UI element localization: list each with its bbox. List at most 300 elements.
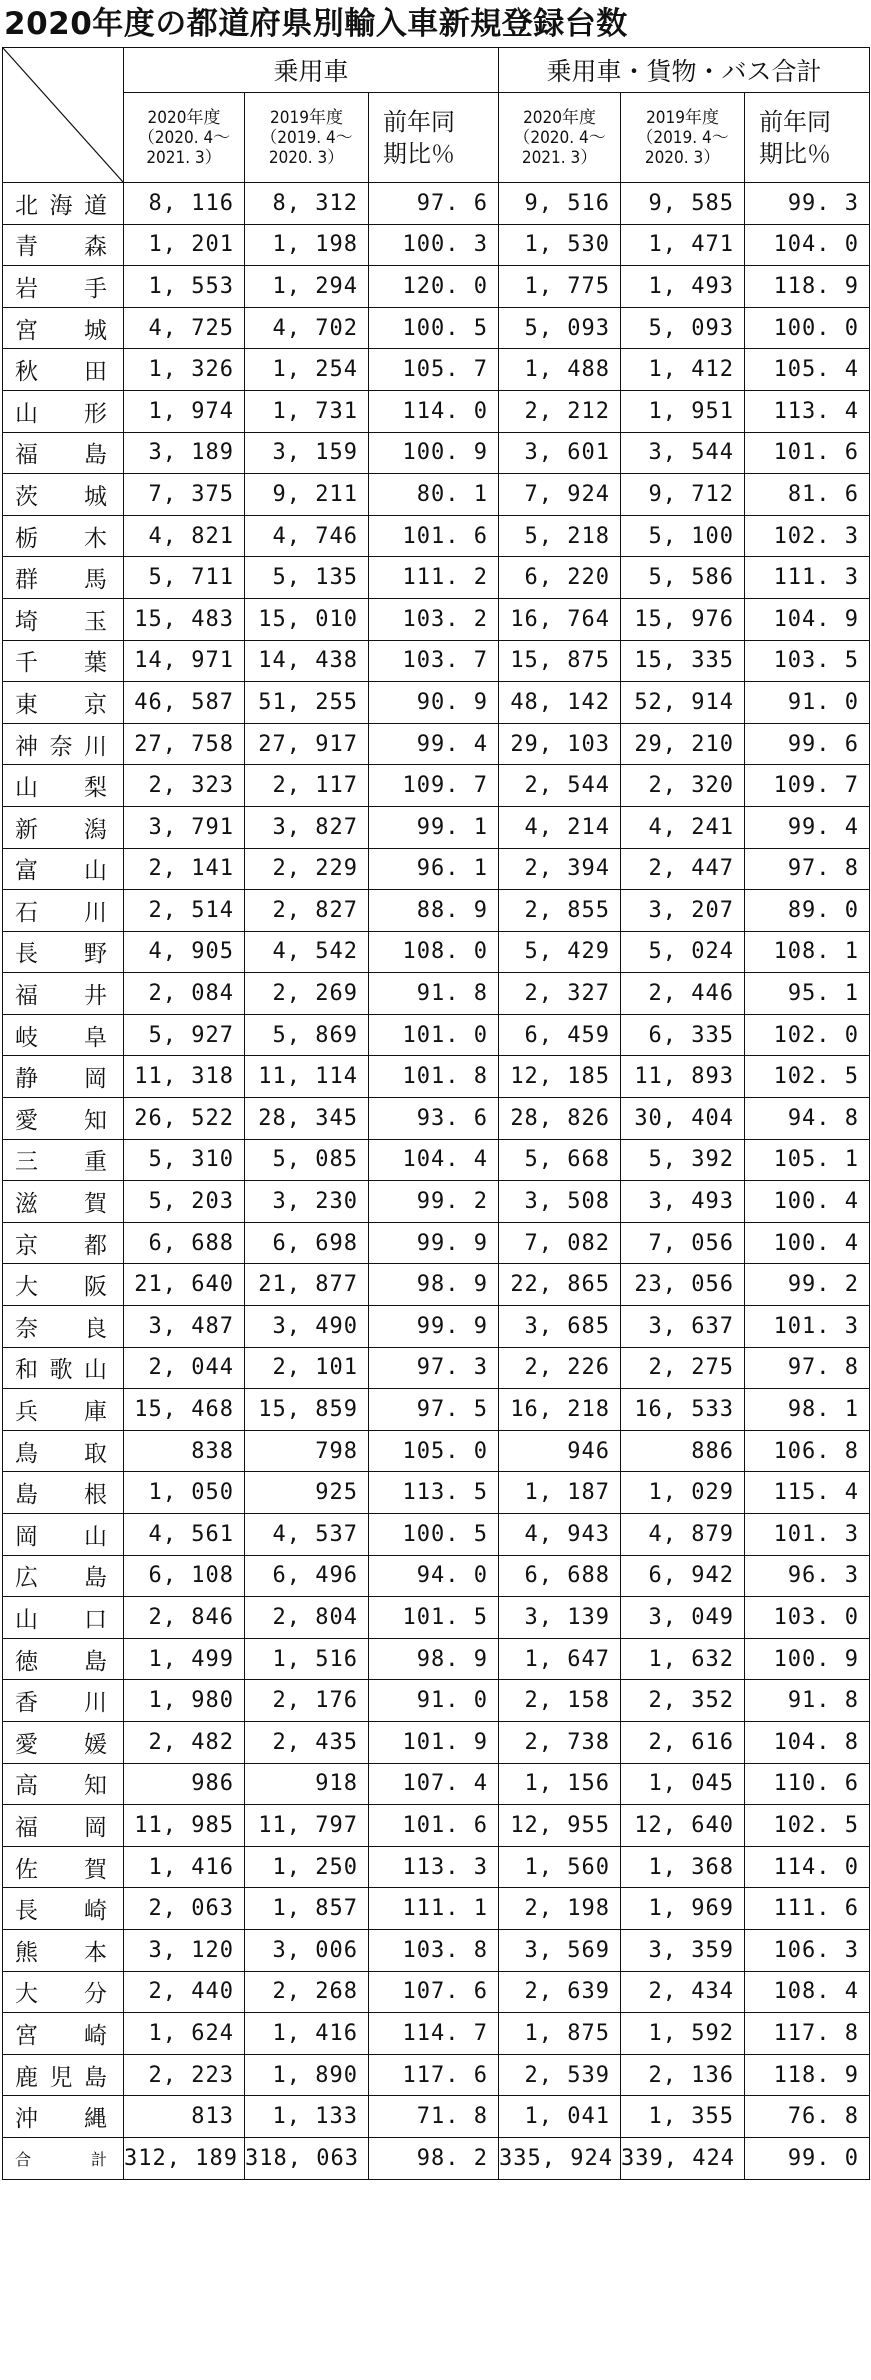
table-row bbox=[3, 1472, 870, 1514]
prefecture-name: 愛 知 bbox=[3, 1098, 124, 1140]
prefecture-name: 秋 田 bbox=[3, 349, 124, 391]
passenger-yoy-cell: 109. 7 bbox=[369, 765, 499, 807]
prefecture-name: 青 森 bbox=[3, 224, 124, 266]
prefecture-name: 石 川 bbox=[3, 890, 124, 932]
all-2020-cell: 5, 668 bbox=[499, 1139, 621, 1181]
prefecture-name: 福 岡 bbox=[3, 1805, 124, 1847]
table-row bbox=[3, 1389, 870, 1431]
prefecture-name: 鳥 取 bbox=[3, 1430, 124, 1472]
all-2019-cell: 1, 632 bbox=[621, 1638, 745, 1680]
all-yoy-cell: 109. 7 bbox=[745, 765, 870, 807]
all-yoy-cell: 100. 4 bbox=[745, 1222, 870, 1264]
all-2019-cell: 1, 592 bbox=[621, 2013, 745, 2055]
all-2020-cell: 7, 082 bbox=[499, 1222, 621, 1264]
prefecture-name: 愛 媛 bbox=[3, 1721, 124, 1763]
passenger-yoy-cell: 88. 9 bbox=[369, 890, 499, 932]
table-row bbox=[3, 806, 870, 848]
all-2020-cell: 12, 185 bbox=[499, 1056, 621, 1098]
all-2020-cell: 1, 488 bbox=[499, 349, 621, 391]
table-row bbox=[3, 349, 870, 391]
prefecture-name: 神奈川 bbox=[3, 723, 124, 765]
all-yoy-cell: 110. 6 bbox=[745, 1763, 870, 1805]
all-2019-cell: 2, 446 bbox=[621, 973, 745, 1015]
all-2020-cell: 1, 647 bbox=[499, 1638, 621, 1680]
table-row bbox=[3, 1763, 870, 1805]
all-2020-cell: 2, 198 bbox=[499, 1888, 621, 1930]
passenger-yoy-cell: 105. 0 bbox=[369, 1430, 499, 1472]
prefecture-name: 岐 阜 bbox=[3, 1014, 124, 1056]
passenger-yoy-cell: 107. 4 bbox=[369, 1763, 499, 1805]
all-yoy-cell: 91. 0 bbox=[745, 682, 870, 724]
passenger-yoy-cell: 103. 7 bbox=[369, 640, 499, 682]
all-yoy-cell: 89. 0 bbox=[745, 890, 870, 932]
passenger-2020-cell: 3, 487 bbox=[124, 1306, 245, 1348]
all-yoy-cell: 111. 6 bbox=[745, 1888, 870, 1930]
passenger-2019-cell: 1, 516 bbox=[245, 1638, 369, 1680]
column-header-yoy: 前年同 期比％ bbox=[745, 93, 870, 183]
prefecture-name: 大 阪 bbox=[3, 1264, 124, 1306]
prefecture-name: 徳 島 bbox=[3, 1638, 124, 1680]
all-yoy-cell: 91. 8 bbox=[745, 1680, 870, 1722]
passenger-2019-cell: 1, 857 bbox=[245, 1888, 369, 1930]
all-yoy-cell: 101. 3 bbox=[745, 1514, 870, 1556]
passenger-2019-cell: 5, 869 bbox=[245, 1014, 369, 1056]
passenger-yoy-cell: 99. 9 bbox=[369, 1222, 499, 1264]
passenger-2019-cell: 1, 250 bbox=[245, 1846, 369, 1888]
all-2019-cell: 4, 241 bbox=[621, 806, 745, 848]
all-2019-cell: 1, 471 bbox=[621, 224, 745, 266]
all-2020-cell: 946 bbox=[499, 1430, 621, 1472]
all-2020-cell: 3, 685 bbox=[499, 1306, 621, 1348]
passenger-2019-cell: 28, 345 bbox=[245, 1098, 369, 1140]
all-yoy-cell: 118. 9 bbox=[745, 266, 870, 308]
all-2020-cell: 29, 103 bbox=[499, 723, 621, 765]
all-2020-cell: 2, 226 bbox=[499, 1347, 621, 1389]
all-yoy-cell: 94. 8 bbox=[745, 1098, 870, 1140]
passenger-yoy-cell: 91. 8 bbox=[369, 973, 499, 1015]
passenger-2019-cell: 925 bbox=[245, 1472, 369, 1514]
passenger-2020-cell: 986 bbox=[124, 1763, 245, 1805]
all-2020-cell: 6, 220 bbox=[499, 557, 621, 599]
all-2019-cell: 3, 637 bbox=[621, 1306, 745, 1348]
all-yoy-cell: 99. 6 bbox=[745, 723, 870, 765]
prefecture-name: 長 野 bbox=[3, 931, 124, 973]
all-2019-cell: 886 bbox=[621, 1430, 745, 1472]
all-2019-cell: 9, 585 bbox=[621, 183, 745, 225]
all-2019-cell: 5, 024 bbox=[621, 931, 745, 973]
all-2019-cell: 1, 951 bbox=[621, 390, 745, 432]
passenger-2019-cell: 5, 135 bbox=[245, 557, 369, 599]
passenger-yoy-cell: 101. 5 bbox=[369, 1597, 499, 1639]
all-yoy-cell: 105. 4 bbox=[745, 349, 870, 391]
all-yoy-cell: 102. 0 bbox=[745, 1014, 870, 1056]
table-row bbox=[3, 1098, 870, 1140]
header-corner-cell bbox=[3, 48, 124, 183]
all-yoy-cell: 103. 0 bbox=[745, 1597, 870, 1639]
all-2020-cell: 4, 214 bbox=[499, 806, 621, 848]
passenger-2020-cell: 11, 318 bbox=[124, 1056, 245, 1098]
passenger-2019-cell: 2, 269 bbox=[245, 973, 369, 1015]
passenger-2019-cell: 15, 010 bbox=[245, 598, 369, 640]
passenger-2020-cell: 4, 561 bbox=[124, 1514, 245, 1556]
registration-table bbox=[2, 47, 870, 2180]
prefecture-name: 岡 山 bbox=[3, 1514, 124, 1556]
table-row bbox=[3, 1680, 870, 1722]
passenger-2020-cell: 2, 141 bbox=[124, 848, 245, 890]
passenger-2019-cell: 1, 133 bbox=[245, 2096, 369, 2138]
prefecture-name: 佐 賀 bbox=[3, 1846, 124, 1888]
table-row bbox=[3, 973, 870, 1015]
table-row bbox=[3, 1347, 870, 1389]
prefecture-name: 山 梨 bbox=[3, 765, 124, 807]
passenger-yoy-cell: 101. 8 bbox=[369, 1056, 499, 1098]
table-row bbox=[3, 515, 870, 557]
all-2019-cell: 30, 404 bbox=[621, 1098, 745, 1140]
all-2019-cell: 2, 320 bbox=[621, 765, 745, 807]
table-row bbox=[3, 1430, 870, 1472]
all-yoy-cell: 108. 1 bbox=[745, 931, 870, 973]
passenger-2020-cell: 2, 846 bbox=[124, 1597, 245, 1639]
passenger-yoy-cell: 117. 6 bbox=[369, 2054, 499, 2096]
passenger-yoy-cell: 100. 5 bbox=[369, 307, 499, 349]
passenger-yoy-cell: 101. 9 bbox=[369, 1721, 499, 1763]
all-2020-cell: 3, 508 bbox=[499, 1181, 621, 1223]
all-2020-cell: 6, 688 bbox=[499, 1555, 621, 1597]
passenger-2019-cell: 14, 438 bbox=[245, 640, 369, 682]
all-2020-cell: 16, 764 bbox=[499, 598, 621, 640]
passenger-2019-cell: 1, 731 bbox=[245, 390, 369, 432]
table-row bbox=[3, 682, 870, 724]
all-2020-cell: 5, 429 bbox=[499, 931, 621, 973]
passenger-yoy-cell: 96. 1 bbox=[369, 848, 499, 890]
all-2019-cell: 1, 493 bbox=[621, 266, 745, 308]
prefecture-name: 宮 崎 bbox=[3, 2013, 124, 2055]
column-header-fy2020: 2020年度 （2020. 4～ 2021. 3） bbox=[499, 93, 621, 183]
all-2019-cell: 2, 275 bbox=[621, 1347, 745, 1389]
passenger-2019-cell: 6, 496 bbox=[245, 1555, 369, 1597]
passenger-2019-cell: 1, 198 bbox=[245, 224, 369, 266]
passenger-yoy-cell: 103. 2 bbox=[369, 598, 499, 640]
passenger-2020-cell: 2, 063 bbox=[124, 1888, 245, 1930]
total-cell: 318, 063 bbox=[245, 2137, 369, 2179]
all-2020-cell: 6, 459 bbox=[499, 1014, 621, 1056]
all-2019-cell: 3, 207 bbox=[621, 890, 745, 932]
table-row bbox=[3, 2013, 870, 2055]
all-2020-cell: 12, 955 bbox=[499, 1805, 621, 1847]
all-yoy-cell: 101. 3 bbox=[745, 1306, 870, 1348]
all-2020-cell: 1, 775 bbox=[499, 266, 621, 308]
prefecture-name: 北海道 bbox=[3, 183, 124, 225]
all-yoy-cell: 101. 6 bbox=[745, 432, 870, 474]
all-2020-cell: 3, 139 bbox=[499, 1597, 621, 1639]
prefecture-name: 栃 木 bbox=[3, 515, 124, 557]
passenger-2020-cell: 7, 375 bbox=[124, 474, 245, 516]
prefecture-name: 島 根 bbox=[3, 1472, 124, 1514]
all-2019-cell: 1, 355 bbox=[621, 2096, 745, 2138]
all-2020-cell: 2, 639 bbox=[499, 1971, 621, 2013]
passenger-2020-cell: 1, 980 bbox=[124, 1680, 245, 1722]
passenger-2020-cell: 26, 522 bbox=[124, 1098, 245, 1140]
all-yoy-cell: 102. 5 bbox=[745, 1056, 870, 1098]
all-2020-cell: 2, 544 bbox=[499, 765, 621, 807]
passenger-2020-cell: 1, 499 bbox=[124, 1638, 245, 1680]
table-row bbox=[3, 1306, 870, 1348]
table-row bbox=[3, 1555, 870, 1597]
all-2019-cell: 11, 893 bbox=[621, 1056, 745, 1098]
all-2019-cell: 6, 942 bbox=[621, 1555, 745, 1597]
table-row bbox=[3, 2096, 870, 2138]
all-2019-cell: 7, 056 bbox=[621, 1222, 745, 1264]
prefecture-name: 福 井 bbox=[3, 973, 124, 1015]
all-2020-cell: 28, 826 bbox=[499, 1098, 621, 1140]
all-2020-cell: 3, 569 bbox=[499, 1929, 621, 1971]
passenger-2019-cell: 9, 211 bbox=[245, 474, 369, 516]
passenger-2019-cell: 15, 859 bbox=[245, 1389, 369, 1431]
all-2020-cell: 2, 212 bbox=[499, 390, 621, 432]
all-2019-cell: 3, 049 bbox=[621, 1597, 745, 1639]
passenger-2020-cell: 6, 688 bbox=[124, 1222, 245, 1264]
passenger-2020-cell: 1, 416 bbox=[124, 1846, 245, 1888]
passenger-2020-cell: 21, 640 bbox=[124, 1264, 245, 1306]
all-2019-cell: 5, 100 bbox=[621, 515, 745, 557]
all-2019-cell: 5, 093 bbox=[621, 307, 745, 349]
all-2019-cell: 1, 368 bbox=[621, 1846, 745, 1888]
all-yoy-cell: 81. 6 bbox=[745, 474, 870, 516]
passenger-yoy-cell: 93. 6 bbox=[369, 1098, 499, 1140]
all-2019-cell: 9, 712 bbox=[621, 474, 745, 516]
table-row bbox=[3, 1014, 870, 1056]
passenger-2020-cell: 15, 483 bbox=[124, 598, 245, 640]
total-cell: 339, 424 bbox=[621, 2137, 745, 2179]
passenger-2019-cell: 11, 114 bbox=[245, 1056, 369, 1098]
passenger-2019-cell: 2, 176 bbox=[245, 1680, 369, 1722]
all-yoy-cell: 100. 4 bbox=[745, 1181, 870, 1223]
prefecture-name: 京 都 bbox=[3, 1222, 124, 1264]
table-row bbox=[3, 2054, 870, 2096]
all-2020-cell: 1, 156 bbox=[499, 1763, 621, 1805]
table-row bbox=[3, 931, 870, 973]
all-2020-cell: 4, 943 bbox=[499, 1514, 621, 1556]
passenger-yoy-cell: 114. 0 bbox=[369, 390, 499, 432]
table-row bbox=[3, 1805, 870, 1847]
all-2020-cell: 1, 560 bbox=[499, 1846, 621, 1888]
passenger-2020-cell: 5, 927 bbox=[124, 1014, 245, 1056]
group-header-all-vehicles: 乗用車・貨物・バス合計 bbox=[499, 48, 870, 93]
all-2019-cell: 2, 352 bbox=[621, 1680, 745, 1722]
passenger-2020-cell: 1, 326 bbox=[124, 349, 245, 391]
all-2020-cell: 2, 158 bbox=[499, 1680, 621, 1722]
passenger-2020-cell: 14, 971 bbox=[124, 640, 245, 682]
table-row bbox=[3, 557, 870, 599]
passenger-2019-cell: 8, 312 bbox=[245, 183, 369, 225]
passenger-yoy-cell: 90. 9 bbox=[369, 682, 499, 724]
passenger-2019-cell: 4, 746 bbox=[245, 515, 369, 557]
passenger-yoy-cell: 99. 1 bbox=[369, 806, 499, 848]
passenger-2019-cell: 2, 117 bbox=[245, 765, 369, 807]
prefecture-name: 宮 城 bbox=[3, 307, 124, 349]
prefecture-name: 茨 城 bbox=[3, 474, 124, 516]
prefecture-name: 山 口 bbox=[3, 1597, 124, 1639]
passenger-2019-cell: 2, 101 bbox=[245, 1347, 369, 1389]
passenger-2019-cell: 1, 254 bbox=[245, 349, 369, 391]
total-cell: 99. 0 bbox=[745, 2137, 870, 2179]
passenger-yoy-cell: 111. 2 bbox=[369, 557, 499, 599]
table-body bbox=[3, 183, 870, 2138]
prefecture-name: 埼 玉 bbox=[3, 598, 124, 640]
all-yoy-cell: 102. 3 bbox=[745, 515, 870, 557]
all-2019-cell: 15, 335 bbox=[621, 640, 745, 682]
passenger-2019-cell: 4, 537 bbox=[245, 1514, 369, 1556]
column-header-yoy: 前年同 期比％ bbox=[369, 93, 499, 183]
all-2019-cell: 2, 136 bbox=[621, 2054, 745, 2096]
all-yoy-cell: 104. 9 bbox=[745, 598, 870, 640]
all-2020-cell: 48, 142 bbox=[499, 682, 621, 724]
all-2020-cell: 5, 218 bbox=[499, 515, 621, 557]
prefecture-name: 広 島 bbox=[3, 1555, 124, 1597]
all-2019-cell: 15, 976 bbox=[621, 598, 745, 640]
passenger-yoy-cell: 80. 1 bbox=[369, 474, 499, 516]
all-yoy-cell: 96. 3 bbox=[745, 1555, 870, 1597]
all-yoy-cell: 97. 8 bbox=[745, 1347, 870, 1389]
all-yoy-cell: 99. 2 bbox=[745, 1264, 870, 1306]
all-2020-cell: 22, 865 bbox=[499, 1264, 621, 1306]
passenger-2020-cell: 8, 116 bbox=[124, 183, 245, 225]
all-2020-cell: 2, 738 bbox=[499, 1721, 621, 1763]
passenger-yoy-cell: 99. 9 bbox=[369, 1306, 499, 1348]
passenger-2019-cell: 3, 827 bbox=[245, 806, 369, 848]
passenger-2019-cell: 2, 229 bbox=[245, 848, 369, 890]
all-2019-cell: 1, 029 bbox=[621, 1472, 745, 1514]
prefecture-name: 沖 縄 bbox=[3, 2096, 124, 2138]
table-row bbox=[3, 848, 870, 890]
prefecture-name: 静 岡 bbox=[3, 1056, 124, 1098]
prefecture-name: 千 葉 bbox=[3, 640, 124, 682]
prefecture-name: 富 山 bbox=[3, 848, 124, 890]
all-2019-cell: 3, 493 bbox=[621, 1181, 745, 1223]
table-row bbox=[3, 390, 870, 432]
passenger-2020-cell: 11, 985 bbox=[124, 1805, 245, 1847]
all-2020-cell: 2, 539 bbox=[499, 2054, 621, 2096]
passenger-yoy-cell: 104. 4 bbox=[369, 1139, 499, 1181]
passenger-2019-cell: 5, 085 bbox=[245, 1139, 369, 1181]
table-row bbox=[3, 1139, 870, 1181]
passenger-2019-cell: 918 bbox=[245, 1763, 369, 1805]
passenger-2020-cell: 3, 791 bbox=[124, 806, 245, 848]
passenger-yoy-cell: 97. 5 bbox=[369, 1389, 499, 1431]
passenger-yoy-cell: 113. 3 bbox=[369, 1846, 499, 1888]
prefecture-name: 群 馬 bbox=[3, 557, 124, 599]
passenger-2019-cell: 51, 255 bbox=[245, 682, 369, 724]
table-row bbox=[3, 1721, 870, 1763]
passenger-yoy-cell: 111. 1 bbox=[369, 1888, 499, 1930]
passenger-2019-cell: 11, 797 bbox=[245, 1805, 369, 1847]
passenger-2020-cell: 3, 189 bbox=[124, 432, 245, 474]
passenger-2020-cell: 6, 108 bbox=[124, 1555, 245, 1597]
all-2020-cell: 1, 530 bbox=[499, 224, 621, 266]
passenger-2019-cell: 27, 917 bbox=[245, 723, 369, 765]
passenger-2019-cell: 2, 827 bbox=[245, 890, 369, 932]
prefecture-name: 岩 手 bbox=[3, 266, 124, 308]
passenger-2019-cell: 3, 490 bbox=[245, 1306, 369, 1348]
prefecture-name: 鹿児島 bbox=[3, 2054, 124, 2096]
prefecture-name: 福 島 bbox=[3, 432, 124, 474]
prefecture-name: 香 川 bbox=[3, 1680, 124, 1722]
passenger-yoy-cell: 108. 0 bbox=[369, 931, 499, 973]
table-row bbox=[3, 1888, 870, 1930]
table-row bbox=[3, 1264, 870, 1306]
all-2019-cell: 3, 359 bbox=[621, 1929, 745, 1971]
all-yoy-cell: 98. 1 bbox=[745, 1389, 870, 1431]
passenger-yoy-cell: 100. 5 bbox=[369, 1514, 499, 1556]
table-row bbox=[3, 1638, 870, 1680]
all-yoy-cell: 97. 8 bbox=[745, 848, 870, 890]
table-row bbox=[3, 640, 870, 682]
all-2020-cell: 2, 855 bbox=[499, 890, 621, 932]
passenger-yoy-cell: 97. 3 bbox=[369, 1347, 499, 1389]
passenger-2020-cell: 2, 482 bbox=[124, 1721, 245, 1763]
table-row bbox=[3, 890, 870, 932]
passenger-2019-cell: 2, 268 bbox=[245, 1971, 369, 2013]
passenger-2020-cell: 1, 624 bbox=[124, 2013, 245, 2055]
passenger-2020-cell: 1, 201 bbox=[124, 224, 245, 266]
all-yoy-cell: 99. 3 bbox=[745, 183, 870, 225]
passenger-2019-cell: 1, 416 bbox=[245, 2013, 369, 2055]
table-row bbox=[3, 1181, 870, 1223]
all-yoy-cell: 108. 4 bbox=[745, 1971, 870, 2013]
all-yoy-cell: 104. 8 bbox=[745, 1721, 870, 1763]
passenger-2020-cell: 2, 044 bbox=[124, 1347, 245, 1389]
passenger-2020-cell: 2, 223 bbox=[124, 2054, 245, 2096]
all-2020-cell: 5, 093 bbox=[499, 307, 621, 349]
all-2020-cell: 1, 875 bbox=[499, 2013, 621, 2055]
passenger-2020-cell: 27, 758 bbox=[124, 723, 245, 765]
all-yoy-cell: 106. 8 bbox=[745, 1430, 870, 1472]
prefecture-name: 高 知 bbox=[3, 1763, 124, 1805]
passenger-2019-cell: 1, 294 bbox=[245, 266, 369, 308]
all-2019-cell: 52, 914 bbox=[621, 682, 745, 724]
passenger-2019-cell: 3, 006 bbox=[245, 1929, 369, 1971]
prefecture-name: 和歌山 bbox=[3, 1347, 124, 1389]
passenger-yoy-cell: 94. 0 bbox=[369, 1555, 499, 1597]
passenger-yoy-cell: 103. 8 bbox=[369, 1929, 499, 1971]
passenger-2019-cell: 1, 890 bbox=[245, 2054, 369, 2096]
table-row bbox=[3, 307, 870, 349]
all-yoy-cell: 117. 8 bbox=[745, 2013, 870, 2055]
passenger-yoy-cell: 71. 8 bbox=[369, 2096, 499, 2138]
column-header-fy2019: 2019年度 （2019. 4～ 2020. 3） bbox=[245, 93, 369, 183]
total-cell: 335, 924 bbox=[499, 2137, 621, 2179]
all-2020-cell: 2, 394 bbox=[499, 848, 621, 890]
passenger-2020-cell: 2, 084 bbox=[124, 973, 245, 1015]
all-2019-cell: 1, 969 bbox=[621, 1888, 745, 1930]
passenger-yoy-cell: 101. 6 bbox=[369, 515, 499, 557]
all-2019-cell: 5, 392 bbox=[621, 1139, 745, 1181]
all-yoy-cell: 115. 4 bbox=[745, 1472, 870, 1514]
passenger-yoy-cell: 114. 7 bbox=[369, 2013, 499, 2055]
passenger-2019-cell: 2, 435 bbox=[245, 1721, 369, 1763]
prefecture-name: 三 重 bbox=[3, 1139, 124, 1181]
passenger-2020-cell: 2, 323 bbox=[124, 765, 245, 807]
table-row bbox=[3, 1597, 870, 1639]
prefecture-name: 新 潟 bbox=[3, 806, 124, 848]
all-2019-cell: 6, 335 bbox=[621, 1014, 745, 1056]
passenger-yoy-cell: 101. 6 bbox=[369, 1805, 499, 1847]
prefecture-name: 滋 賀 bbox=[3, 1181, 124, 1223]
column-header-fy2019: 2019年度 （2019. 4～ 2020. 3） bbox=[621, 93, 745, 183]
table-row bbox=[3, 1971, 870, 2013]
passenger-yoy-cell: 105. 7 bbox=[369, 349, 499, 391]
table-row bbox=[3, 224, 870, 266]
